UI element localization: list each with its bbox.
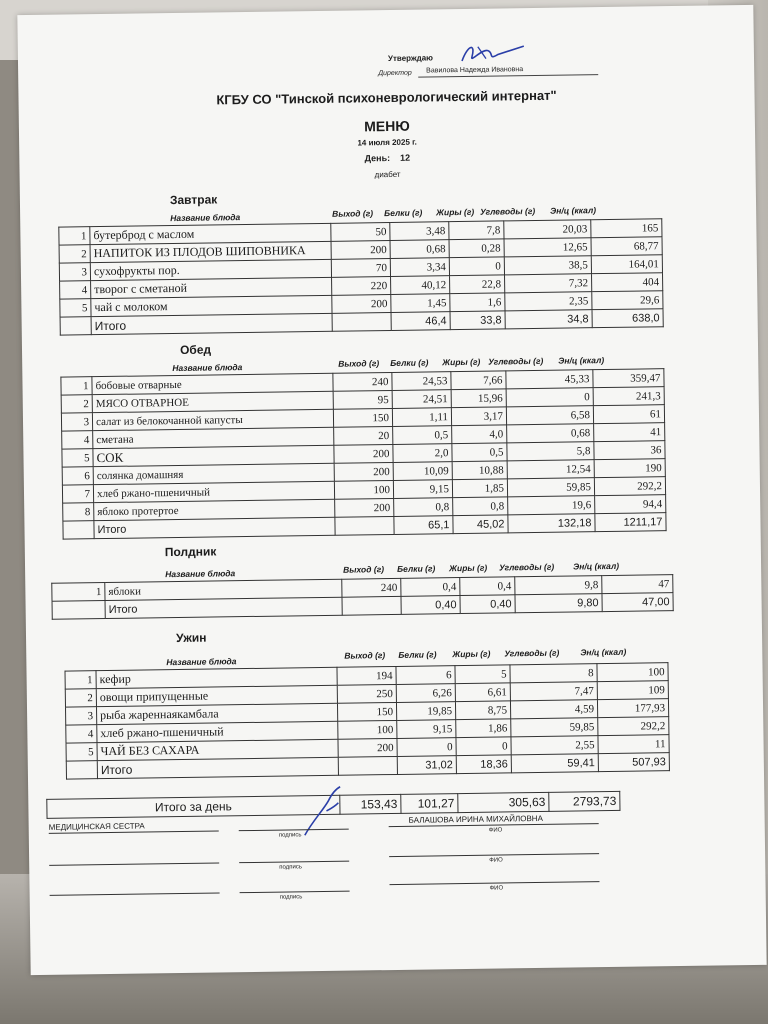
row-number: 4: [62, 431, 93, 449]
dish-name: солянка домашняя: [93, 463, 334, 484]
total-protein: 0,40: [401, 596, 460, 615]
dish-carbs: 6,58: [506, 406, 593, 425]
dinner-table: [64, 662, 669, 779]
dish-fat: 4,0: [452, 425, 507, 444]
col-header-carbs: Углеводы (г): [499, 561, 555, 573]
dish-carbs: 59,85: [511, 718, 598, 737]
dish-name: яблоки: [105, 579, 342, 600]
dish-fat: 1,6: [450, 293, 505, 312]
dish-name: ЧАЙ БЕЗ САХАРА: [97, 739, 338, 760]
dish-fat: 0,28: [449, 239, 504, 258]
dish-protein: 6,26: [396, 684, 455, 703]
dish-yield: 240: [342, 578, 401, 597]
col-header-fat: Жиры (г): [442, 356, 481, 368]
dish-fat: 6,61: [455, 683, 510, 702]
director-underline: [418, 74, 598, 78]
row-number: 2: [59, 245, 90, 263]
dish-name: овощи припущенные: [96, 685, 337, 706]
dish-fat: 1,85: [452, 479, 507, 498]
total-yield-empty: [332, 312, 391, 331]
col-header-name: Название блюда: [170, 212, 241, 224]
total-label: Итого: [91, 313, 332, 334]
dish-yield: 100: [334, 480, 393, 499]
dish-carbs: 2,35: [505, 292, 592, 311]
dish-energy: 177,93: [597, 699, 668, 718]
total-fat: 0,40: [460, 595, 515, 614]
dish-name: СОК: [93, 445, 334, 466]
dish-protein: 1,45: [391, 294, 450, 313]
total-yield-empty: [335, 516, 394, 535]
menu-day: [19, 148, 755, 168]
total-energy: 47,00: [602, 593, 673, 612]
dish-carbs: 9,8: [515, 576, 602, 595]
dish-carbs: 2,55: [511, 736, 598, 755]
row-number: 2: [61, 395, 92, 413]
total-energy: 507,93: [598, 753, 669, 772]
total-protein: 65,1: [394, 516, 453, 535]
total-energy: 638,0: [592, 309, 663, 328]
day-total-protein: 153,43: [340, 794, 401, 814]
row-number: 4: [66, 725, 97, 743]
row-number: 4: [60, 281, 91, 299]
dish-name: чай с молоком: [91, 295, 332, 316]
col-header-fat: Жиры (г): [452, 648, 491, 660]
dish-yield: 200: [331, 241, 390, 260]
dish-yield: 100: [338, 720, 397, 739]
col-header-energy: Эн/ц (ккал): [558, 355, 605, 366]
role-line-2: [49, 862, 219, 865]
total-carbs: 59,41: [511, 754, 598, 773]
nurse-name: БАЛАШОВА ИРИНА МИХАЙЛОВНА: [408, 813, 543, 825]
day-total-label: Итого за день: [47, 795, 340, 818]
fio-caption-2: ФИО: [489, 857, 503, 864]
row-number-empty: [60, 317, 91, 335]
lunch-title: Обед: [179, 342, 212, 357]
breakfast-table: [58, 218, 663, 335]
diet-label: диабет: [374, 169, 401, 180]
sign-caption-1: подпись: [278, 832, 302, 839]
row-number-empty: [63, 521, 94, 539]
dish-fat: 5: [455, 665, 510, 684]
dish-yield: 150: [337, 702, 396, 721]
dish-energy: 100: [597, 663, 668, 682]
col-header-energy: Эн/ц (ккал): [580, 646, 627, 658]
col-header-protein: Белки (г): [390, 357, 429, 369]
total-label: Итого: [105, 597, 342, 618]
dish-fat: 0,4: [460, 577, 515, 596]
dish-energy: 29,6: [592, 291, 663, 310]
breakfast-title: Завтрак: [169, 192, 218, 208]
total-protein: 46,4: [391, 312, 450, 331]
dinner-title: Ужин: [175, 630, 207, 646]
col-header-carbs: Углеводы (г): [488, 355, 544, 367]
dish-energy: 94,4: [595, 495, 666, 514]
dish-yield: 250: [337, 684, 396, 703]
row-number-empty: [52, 601, 105, 620]
dish-fat: 0,8: [453, 497, 508, 516]
dish-energy: 61: [593, 405, 664, 424]
total-fat: 18,36: [456, 755, 511, 774]
total-protein: 31,02: [397, 756, 456, 775]
dish-carbs: 0: [506, 388, 593, 407]
total-energy: 1211,17: [595, 513, 666, 532]
dish-energy: 47: [602, 575, 673, 594]
col-header-carbs: Углеводы (г): [504, 647, 560, 659]
dish-carbs: 12,65: [504, 238, 591, 257]
dish-energy: 41: [594, 423, 665, 442]
col-header-fat: Жиры (г): [436, 206, 475, 218]
total-carbs: 9,80: [515, 594, 602, 613]
dish-energy: 404: [591, 273, 662, 292]
dish-protein: 24,53: [392, 372, 451, 391]
dish-energy: 359,47: [593, 369, 664, 388]
dish-protein: 0,5: [393, 426, 452, 445]
dish-protein: 3,34: [390, 258, 449, 277]
dish-name: хлеб ржано-пшеничный: [97, 721, 338, 742]
dish-carbs: 8: [510, 664, 597, 683]
row-number: 3: [65, 707, 96, 725]
dish-name: салат из белокочанной капусты: [92, 409, 333, 430]
dish-yield: 200: [332, 294, 391, 313]
dish-name: кефир: [96, 667, 337, 688]
row-number: 6: [62, 467, 93, 485]
dish-name: яблоко протертое: [94, 499, 335, 520]
dish-protein: 2,0: [393, 444, 452, 463]
dish-protein: 0,4: [401, 578, 460, 597]
dish-fat: 1,86: [456, 719, 511, 738]
total-fat: 45,02: [453, 515, 508, 534]
menu-sheet: [17, 5, 766, 975]
director-label: Директор: [378, 69, 412, 78]
fio-line-2: [389, 853, 599, 857]
dish-carbs: 4,59: [510, 700, 597, 719]
dish-energy: 68,77: [591, 237, 662, 256]
row-number: 7: [62, 485, 93, 503]
fio-caption-1: ФИО: [488, 827, 503, 834]
director-name: Вавилова Надежда Ивановна: [426, 66, 524, 75]
dish-fat: 22,8: [450, 275, 505, 294]
dish-protein: 0,68: [390, 240, 449, 259]
dish-fat: 7,66: [451, 371, 506, 390]
dish-carbs: 7,47: [510, 682, 597, 701]
snack-title: Полдник: [164, 544, 217, 560]
dish-carbs: 7,32: [505, 274, 592, 293]
dish-fat: 0: [449, 257, 504, 276]
col-header-carbs: Углеводы (г): [480, 205, 536, 217]
dish-protein: 6: [396, 666, 455, 685]
dish-energy: 292,2: [598, 717, 669, 736]
col-header-name: Название блюда: [166, 656, 237, 668]
total-yield-empty: [338, 756, 397, 775]
dish-yield: 200: [334, 462, 393, 481]
dish-energy: 190: [594, 459, 665, 478]
dish-name: МЯСО ОТВАРНОЕ: [92, 391, 333, 412]
dish-carbs: 45,33: [506, 370, 593, 389]
dish-name: бобовые отварные: [92, 373, 333, 394]
dish-carbs: 5,8: [507, 442, 594, 461]
dish-yield: 20: [334, 426, 393, 445]
row-number: 2: [65, 689, 96, 707]
dish-yield: 220: [332, 276, 391, 295]
dish-protein: 19,85: [396, 702, 455, 721]
dish-energy: 36: [594, 441, 665, 460]
col-header-protein: Белки (г): [397, 563, 436, 574]
dish-yield: 200: [335, 498, 394, 517]
dish-carbs: 59,85: [507, 478, 594, 497]
col-header-name: Название блюда: [165, 568, 236, 580]
dish-fat: 3,17: [451, 407, 506, 426]
row-number: 1: [61, 377, 92, 395]
total-carbs: 34,8: [505, 310, 592, 329]
total-label: Итого: [97, 757, 338, 778]
fio-line-3: [390, 881, 600, 885]
dish-name: сухофрукты пор.: [90, 259, 331, 280]
dish-protein: 9,15: [393, 480, 452, 499]
dish-energy: 292,2: [594, 477, 665, 496]
dish-fat: 8,75: [455, 701, 510, 720]
approved-label: Утверждаю: [387, 53, 434, 64]
dish-yield: 150: [333, 408, 392, 427]
total-fat: 33,8: [450, 311, 505, 330]
dish-protein: 24,51: [392, 390, 451, 409]
role-line-3: [50, 892, 220, 895]
col-header-energy: Эн/ц (ккал): [550, 205, 597, 216]
dish-energy: 241,3: [593, 387, 664, 406]
row-number: 3: [59, 263, 90, 281]
dish-carbs: 12,54: [507, 460, 594, 479]
total-yield-empty: [342, 596, 401, 615]
dish-fat: 10,88: [452, 461, 507, 480]
sign-caption-2: подпись: [279, 864, 302, 871]
dish-protein: 1,11: [392, 408, 451, 427]
director-signature: [458, 38, 528, 67]
dish-yield: 240: [333, 372, 392, 391]
row-number: 5: [60, 299, 91, 317]
col-header-fat: Жиры (г): [449, 562, 488, 574]
dish-name: творог с сметаной: [91, 277, 332, 298]
row-number: 8: [63, 503, 94, 521]
col-header-name: Название блюда: [172, 362, 243, 374]
dish-yield: 50: [331, 223, 390, 242]
row-number: 1: [52, 583, 105, 602]
day-total-fat: 101,27: [401, 794, 458, 814]
col-header-protein: Белки (г): [384, 207, 423, 219]
dish-energy: 165: [591, 219, 662, 238]
day-label: День:: [364, 152, 391, 164]
sign-line-3: [240, 891, 350, 894]
dish-protein: 9,15: [397, 720, 456, 739]
dish-protein: 0,8: [394, 498, 453, 517]
dish-carbs: 20,03: [504, 220, 591, 239]
dish-yield: 95: [333, 390, 392, 409]
col-header-energy: Эн/ц (ккал): [573, 560, 620, 572]
nurse-signature: [298, 781, 359, 842]
day-total-carbs: 305,63: [458, 792, 549, 812]
col-header-yield: Выход (г): [344, 650, 386, 661]
menu-date: 14 июля 2025 г.: [357, 137, 417, 148]
day-value: 12: [400, 152, 411, 163]
col-header-yield: Выход (г): [343, 564, 385, 575]
dish-name: рыба жареннаякамбала: [96, 703, 337, 724]
dish-protein: 3,48: [390, 222, 449, 241]
dish-protein: 40,12: [391, 276, 450, 295]
dish-fat: 7,8: [449, 221, 504, 240]
row-number: 5: [62, 449, 93, 467]
row-number: 5: [66, 743, 97, 761]
total-carbs: 132,18: [508, 514, 595, 533]
row-number: 1: [65, 671, 96, 689]
fio-caption-3: ФИО: [489, 885, 504, 892]
dish-carbs: 0,68: [507, 424, 594, 443]
dish-name: хлеб ржано-пшеничный: [93, 481, 334, 502]
dish-energy: 109: [597, 681, 668, 700]
dish-carbs: 19,6: [508, 496, 595, 515]
day-total-energy: 2793,73: [549, 791, 620, 811]
row-number: 3: [61, 413, 92, 431]
row-number-empty: [66, 761, 97, 779]
sign-line-2: [239, 861, 349, 864]
nurse-role: МЕДИЦИНСКАЯ СЕСТРА: [48, 821, 145, 832]
dish-yield: 200: [338, 738, 397, 757]
row-number: 1: [59, 227, 90, 245]
lunch-table: [60, 368, 666, 539]
dish-name: сметана: [93, 427, 334, 448]
dish-fat: 0: [456, 737, 511, 756]
snack-table: [51, 574, 673, 620]
col-header-protein: Белки (г): [398, 649, 437, 660]
organization-title: КГБУ СО "Тинской психоневрологический интернат": [216, 87, 557, 108]
total-label: Итого: [94, 517, 335, 538]
dish-energy: 164,01: [591, 255, 662, 274]
dish-yield: 194: [337, 666, 396, 685]
col-header-yield: Выход (г): [332, 208, 374, 219]
dish-name: НАПИТОК ИЗ ПЛОДОВ ШИПОВНИКА: [90, 241, 331, 262]
dish-fat: 15,96: [451, 389, 506, 408]
col-header-yield: Выход (г): [338, 358, 380, 369]
dish-fat: 0,5: [452, 443, 507, 462]
dish-protein: 0: [397, 738, 456, 757]
menu-title: МЕНЮ: [364, 117, 410, 135]
dish-energy: 11: [598, 735, 669, 754]
dish-name: бутерброд с маслом: [90, 223, 331, 244]
sign-caption-3: подпись: [279, 894, 303, 901]
dish-carbs: 38,5: [504, 256, 591, 275]
dish-yield: 200: [334, 444, 393, 463]
dish-protein: 10,09: [393, 462, 452, 481]
dish-yield: 70: [331, 259, 390, 278]
